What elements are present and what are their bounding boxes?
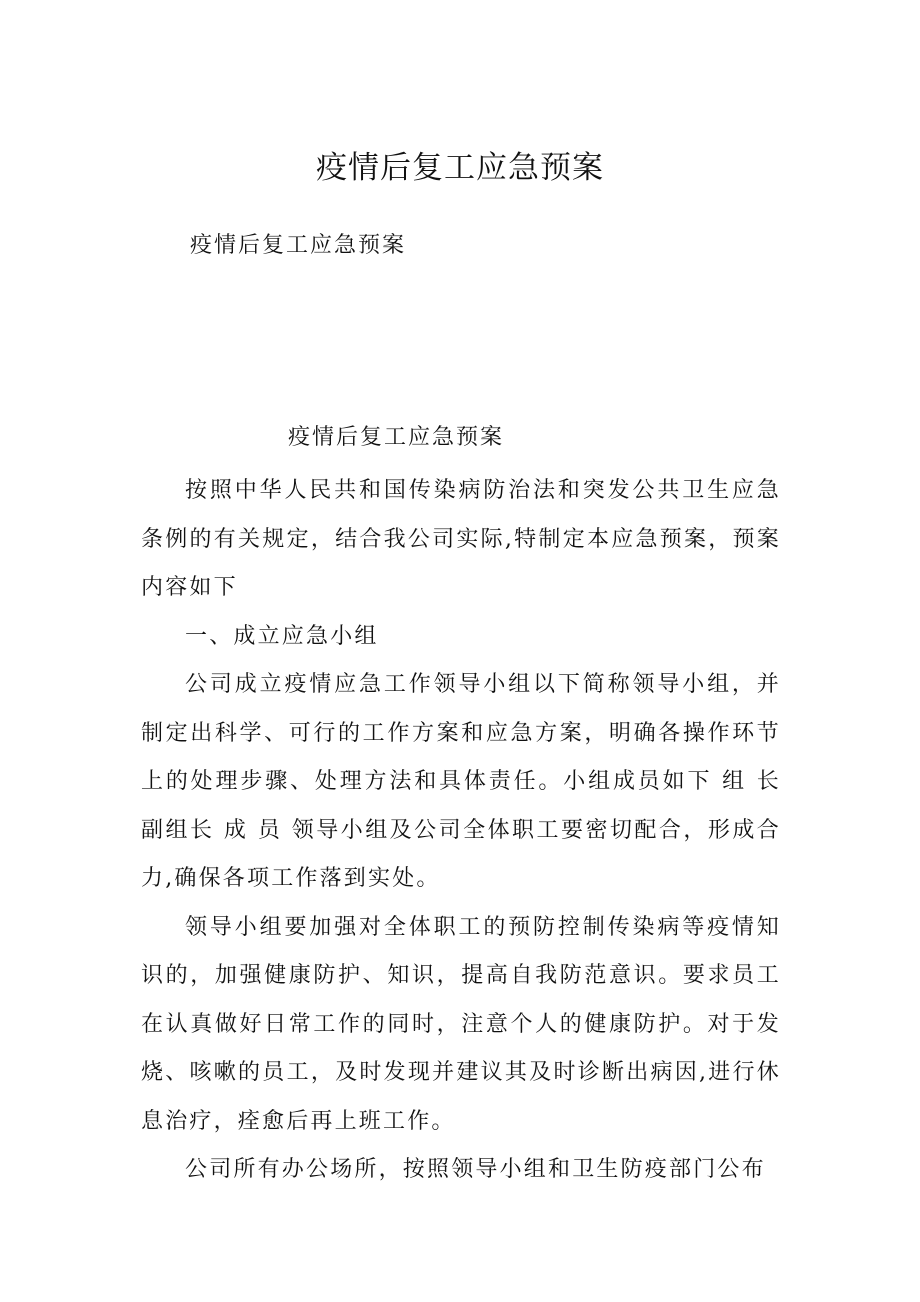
document-heading: 疫情后复工应急预案 — [288, 425, 505, 450]
paragraph-prevention: 领导小组要加强对全体职工的预防控制传染病等疫情知识的，加强健康防护、知识，提高自我防范意识。要求员工在认真做好日常工作的同时，注意个人的健康防护。对于发烧、咳嗽的员工，及时发现并建议其及时诊断出病因,进行休息治疗，痊愈后再上班工作。 — [141, 914, 781, 1134]
paragraph-team: 公司成立疫情应急工作领导小组以下简称领导小组，并制定出科学、可行的工作方案和应急方案，明确各操作环节上的处理步骤、处理方法和具体责任。小组成员如下 组 长 副组长 成 员 领导小组及公司全体职工要密切配合，形成合力,确保各项工作落到实处。 — [141, 672, 781, 891]
section-heading-1: 一、成立应急小组 — [185, 623, 379, 649]
paragraph-intro: 按照中华人民共和国传染病防治法和突发公共卫生应急条例的有关规定，结合我公司实际,特制定本应急预案，预案内容如下 — [141, 478, 781, 600]
document-body — [141, 467, 781, 1195]
paragraph-offices: 公司所有办公场所，按照领导小组和卫生防疫部门公布 — [185, 1157, 766, 1182]
document-subtitle: 疫情后复工应急预案 — [190, 233, 407, 258]
document-title: 疫情后复工应急预案 — [316, 150, 604, 186]
